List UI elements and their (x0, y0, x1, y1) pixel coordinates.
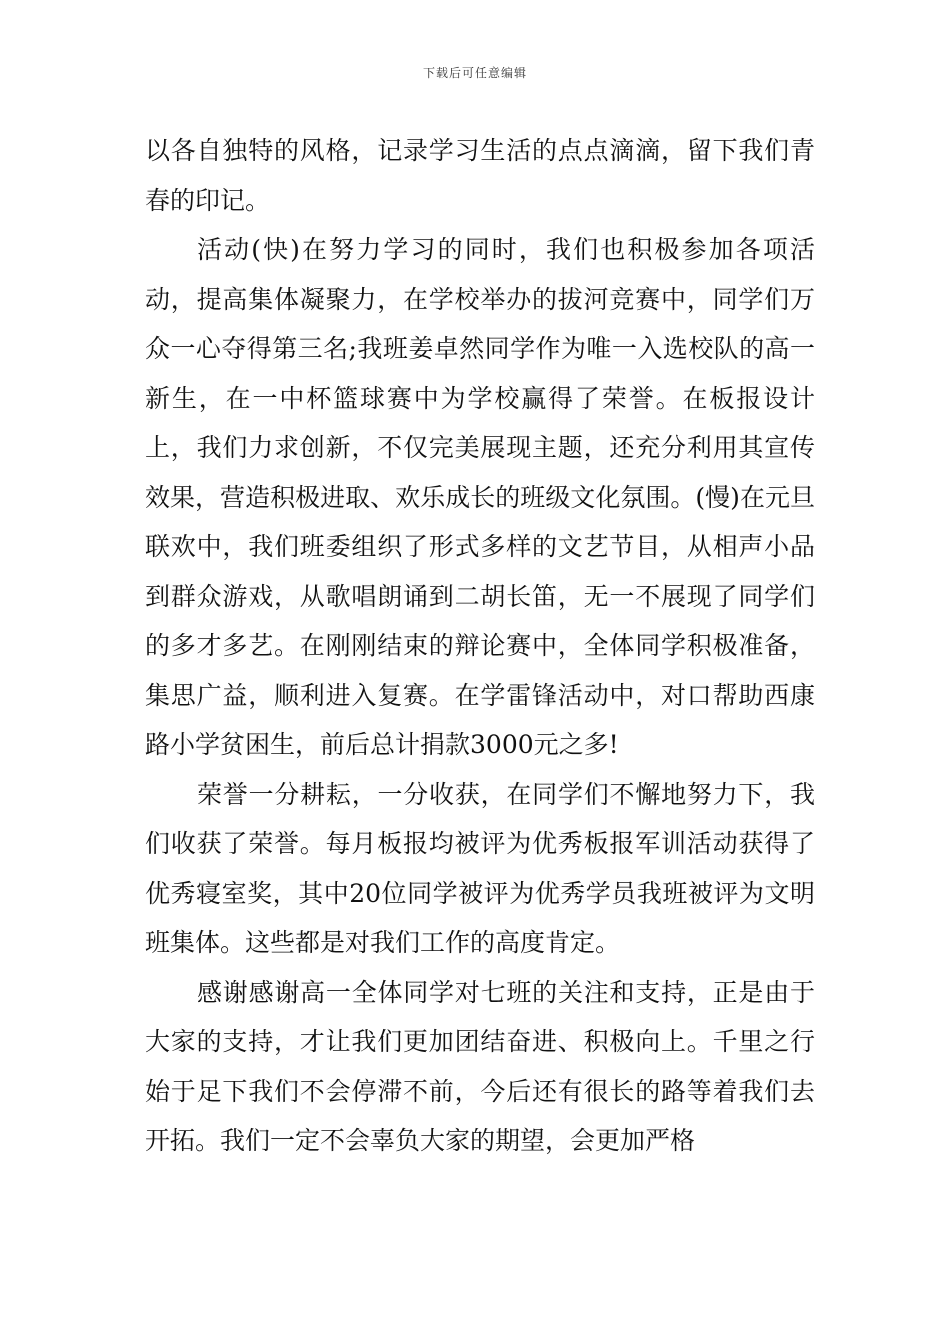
paragraph-activities: 活动(快)在努力学习的同时，我们也积极参加各项活动，提高集体凝聚力，在学校举办的拔河竞赛中，同学们万众一心夺得第三名;我班姜卓然同学作为唯一入选校队的高一新生，在一中杯篮球赛中为学校赢得了荣誉。在板报设计上，我们力求创新，不仅完美展现主题，还充分利用其宣传效果，营造积极进取、欢乐成长的班级文化氛围。(慢)在元旦联欢中，我们班委组织了形式多样的文艺节目，从相声小品到群众游戏，从歌唱朗诵到二胡长笛，无一不展现了同学们的多才多艺。在刚刚结束的辩论赛中，全体同学积极准备，集思广益，顺利进入复赛。在学雷锋活动中，对口帮助西康路小学贫困生，前后总计捐款3000元之多! (145, 235, 815, 759)
paragraph-thanks: 感谢感谢高一全体同学对七班的关注和支持，正是由于大家的支持，才让我们更加团结奋进、积极向上。千里之行始于足下我们不会停滞不前，今后还有很长的路等着我们去开拓。我们一定不会辜负大家的期望，会更加严格 (145, 977, 815, 1155)
paragraph-honors: 荣誉一分耕耘，一分收获，在同学们不懈地努力下，我们收获了荣誉。每月板报均被评为优秀板报军训活动获得了优秀寝室奖，其中20位同学被评为优秀学员我班被评为文明班集体。这些都是对我们工作的高度肯定。 (145, 779, 815, 957)
page-header: 下载后可任意编辑 (422, 66, 527, 80)
paragraph-intro-continuation: 以各自独特的风格，记录学习生活的点点滴滴，留下我们青春的印记。 (145, 136, 815, 215)
document-body (145, 126, 815, 1166)
